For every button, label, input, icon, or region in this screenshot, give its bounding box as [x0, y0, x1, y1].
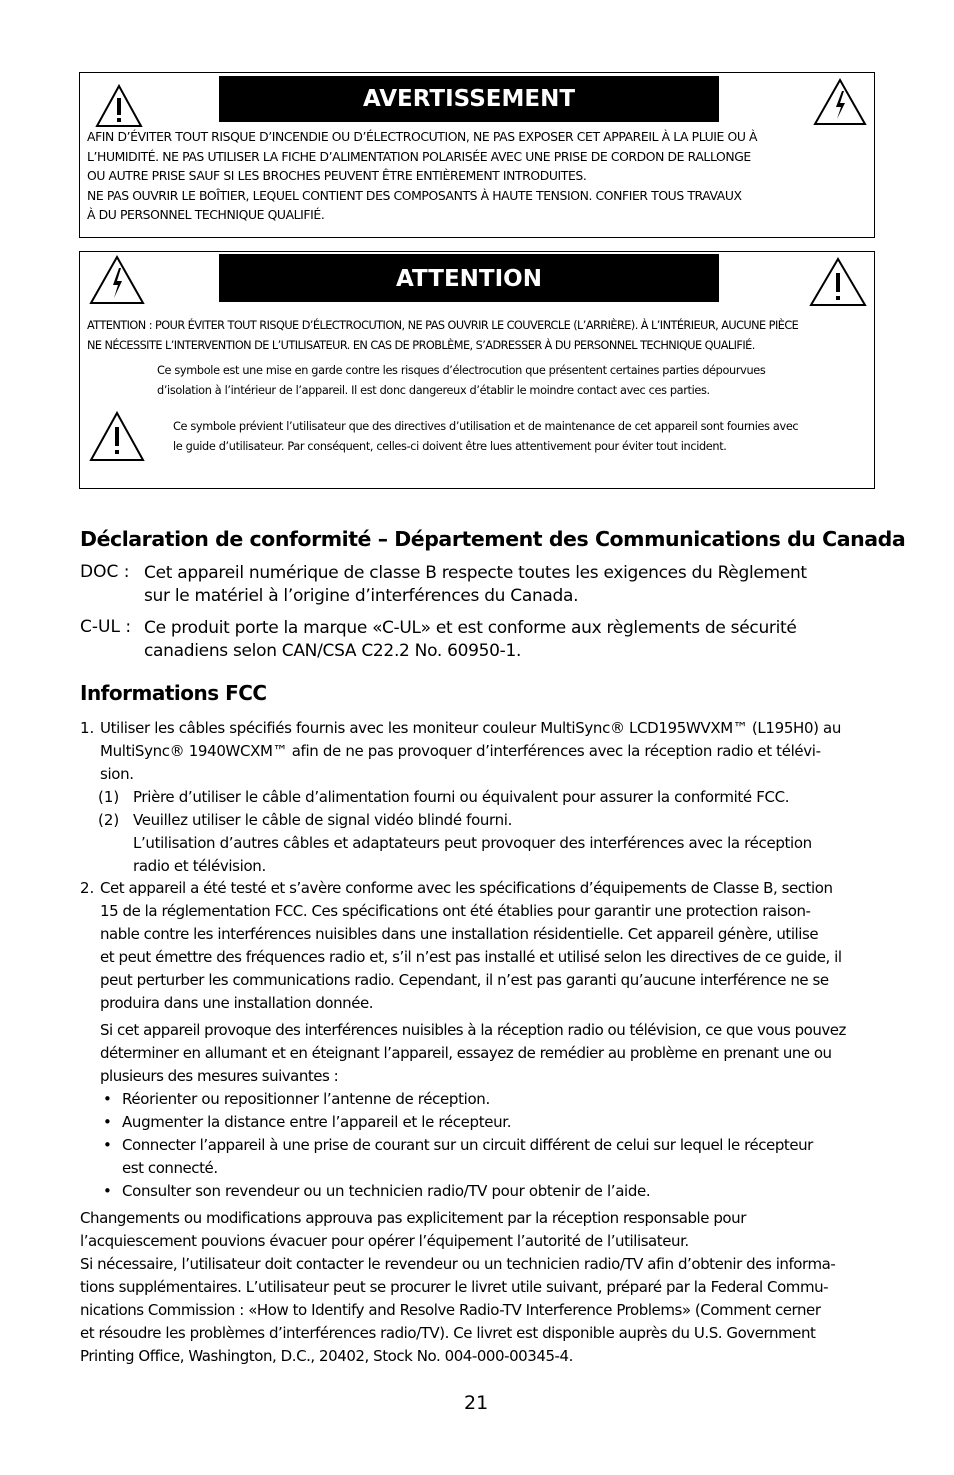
warning-box: [79, 72, 875, 238]
exclamation-triangle-icon: [88, 410, 146, 464]
caution-box: [79, 251, 875, 489]
lightning-triangle-icon: [812, 77, 868, 127]
fcc-sub-number: (1): [98, 788, 120, 806]
bullet-dot: •: [103, 1113, 112, 1131]
fcc-bullet-4: Consulter son revendeur ou un technicien radio/TV pour obtenir de l’aide.: [122, 1182, 651, 1200]
doc-label: DOC :: [80, 562, 130, 582]
fcc-item-number: 2.: [80, 879, 95, 897]
fcc-bullet-1: Réorienter ou repositionner l’antenne de réception.: [122, 1090, 490, 1108]
fcc-bullet-2: Augmenter la distance entre l’appareil et le récepteur.: [122, 1113, 512, 1131]
exclamation-symbol-note: Ce symbole prévient l’utilisateur que des directives d’utilisation et de maintenance de cet appareil sont fournies avec le guide d’utilisateur. Par conséquent, celles-ci doivent être lues attentivement pour éviter tout incident.: [173, 420, 799, 453]
bullet-dot: •: [103, 1182, 112, 1200]
fcc-item-1: Utiliser les câbles spécifiés fournis avec les moniteur couleur MultiSync® LCD195WVXM™ (L195H0) au MultiSync® 1940WCXM™ afin de ne pas provoquer d’interférences avec la réception radio et télévi- sion.: [100, 719, 842, 783]
exclamation-triangle-icon: [808, 256, 868, 308]
fcc-sub-number: (2): [98, 811, 120, 829]
page-number: 21: [464, 1392, 489, 1414]
exclamation-triangle-icon: [94, 83, 144, 129]
warning-title: AVERTISSEMENT: [219, 76, 719, 122]
fcc-sub-1: Prière d’utiliser le câble d’alimentation fourni ou équivalent pour assurer la conformité FCC.: [133, 788, 790, 806]
fcc-item-number: 1.: [80, 719, 95, 737]
caution-title: ATTENTION: [219, 254, 719, 302]
fcc-title: Informations FCC: [80, 681, 267, 705]
doc-text: Cet appareil numérique de classe B respecte toutes les exigences du Règlement sur le matériel à l’origine d’interférences du Canada.: [144, 563, 807, 606]
bullet-dot: •: [103, 1090, 112, 1108]
fcc-sub-2: Veuillez utiliser le câble de signal vidéo blindé fourni. L’utilisation d’autres câbles et adaptateurs peut provoquer des interférences avec la réception radio et télévision.: [133, 811, 812, 875]
fcc-bullet-3: Connecter l’appareil à une prise de courant sur un circuit différent de celui sur lequel le récepteur est connecté.: [122, 1136, 813, 1177]
cul-label: C-UL :: [80, 617, 132, 637]
lightning-triangle-icon: [88, 254, 146, 306]
declaration-title: Déclaration de conformité – Département des Communications du Canada: [80, 527, 906, 551]
lightning-symbol-note: Ce symbole est une mise en garde contre les risques d’électrocution que présentent certaines parties dépourvues d’isolation à l’intérieur de l’appareil. Il est donc dangereux d’établir le moindre contact avec ces parties.: [157, 364, 766, 397]
bullet-dot: •: [103, 1136, 112, 1154]
fcc-item-2: Cet appareil a été testé et s’avère conforme avec les spécifications d’équipements de Classe B, section 15 de la réglementation FCC. Ces spécifications ont été établies pour garantir une protection raison- nable contre les interférences nuisibles dans une installation résidentielle. Cet appareil génère, utilise et peut émettre des fréquences radio et, s’il n’est pas installé et utilisé selon les directives de ce guide, il peut perturber les communications radio. Cependant, il n’est pas garanti qu’aucune interférence ne se produira dans une installation donnée.: [100, 879, 842, 1012]
caution-text: ATTENTION : POUR ÉVITER TOUT RISQUE D’ÉLECTROCUTION, NE PAS OUVRIR LE COUVERCLE (L’ARRIÈRE). À L’INTÉRIEUR, AUCUNE PIÈCE NE NÉCESSITE L’INTERVENTION DE L’UTILISATEUR. EN CAS DE PROBLÈME, S’ADRESSER À DU PERSONNEL TECHNIQUE QUALIFIÉ.: [87, 319, 799, 352]
cul-text: Ce produit porte la marque «C-UL» et est conforme aux règlements de sécurité canadiens selon CAN/CSA C22.2 No. 60950-1.: [144, 618, 797, 661]
fcc-item-2-continued: Si cet appareil provoque des interférences nuisibles à la réception radio ou télévision, ce que vous pouvez déterminer en allumant et en éteignant l’appareil, essayez de remédier au problème en prenant une ou plusieurs des mesures suivantes :: [100, 1021, 846, 1085]
warning-text: AFIN D’ÉVITER TOUT RISQUE D’INCENDIE OU D’ÉLECTROCUTION, NE PAS EXPOSER CET APPAREIL À LA PLUIE OU À L’HUMIDITÉ. NE PAS UTILISER LA FICHE D’ALIMENTATION POLARISÉE AVEC UNE PRISE DE CORDON DE RALLONGE OU AUTRE PRISE SAUF SI LES BROCHES PEUVENT ÊTRE ENTIÈREMENT INTRODUITES. NE PAS OUVRIR LE BOÎTIER, LEQUEL CONTIENT DES COMPOSANTS À HAUTE TENSION. CONFIER TOUS TRAVAUX À DU PERSONNEL TECHNIQUE QUALIFIÉ.: [87, 129, 758, 222]
fcc-closing: Changements ou modifications approuva pas explicitement par la réception responsable pour l’acquiescement pouvions évacuer pour opérer l’équipement l’autorité de l’utilisateur. Si nécessaire, l’utilisateur doit contacter le revendeur ou un technicien radio/TV afin d’obtenir des informa- tions supplémentaires. L’utilisateur peut se procurer le livret utile suivant, préparé par la Federal Commu- nications Commission : «How to Identify and Resolve Radio-TV Interference Problems» (Comment cerner et résoudre les problèmes d’interférences radio/TV). Ce livret est disponible auprès du U.S. Government Printing Office, Washington, D.C., 20402, Stock No. 004-000-00345-4.: [80, 1209, 836, 1365]
